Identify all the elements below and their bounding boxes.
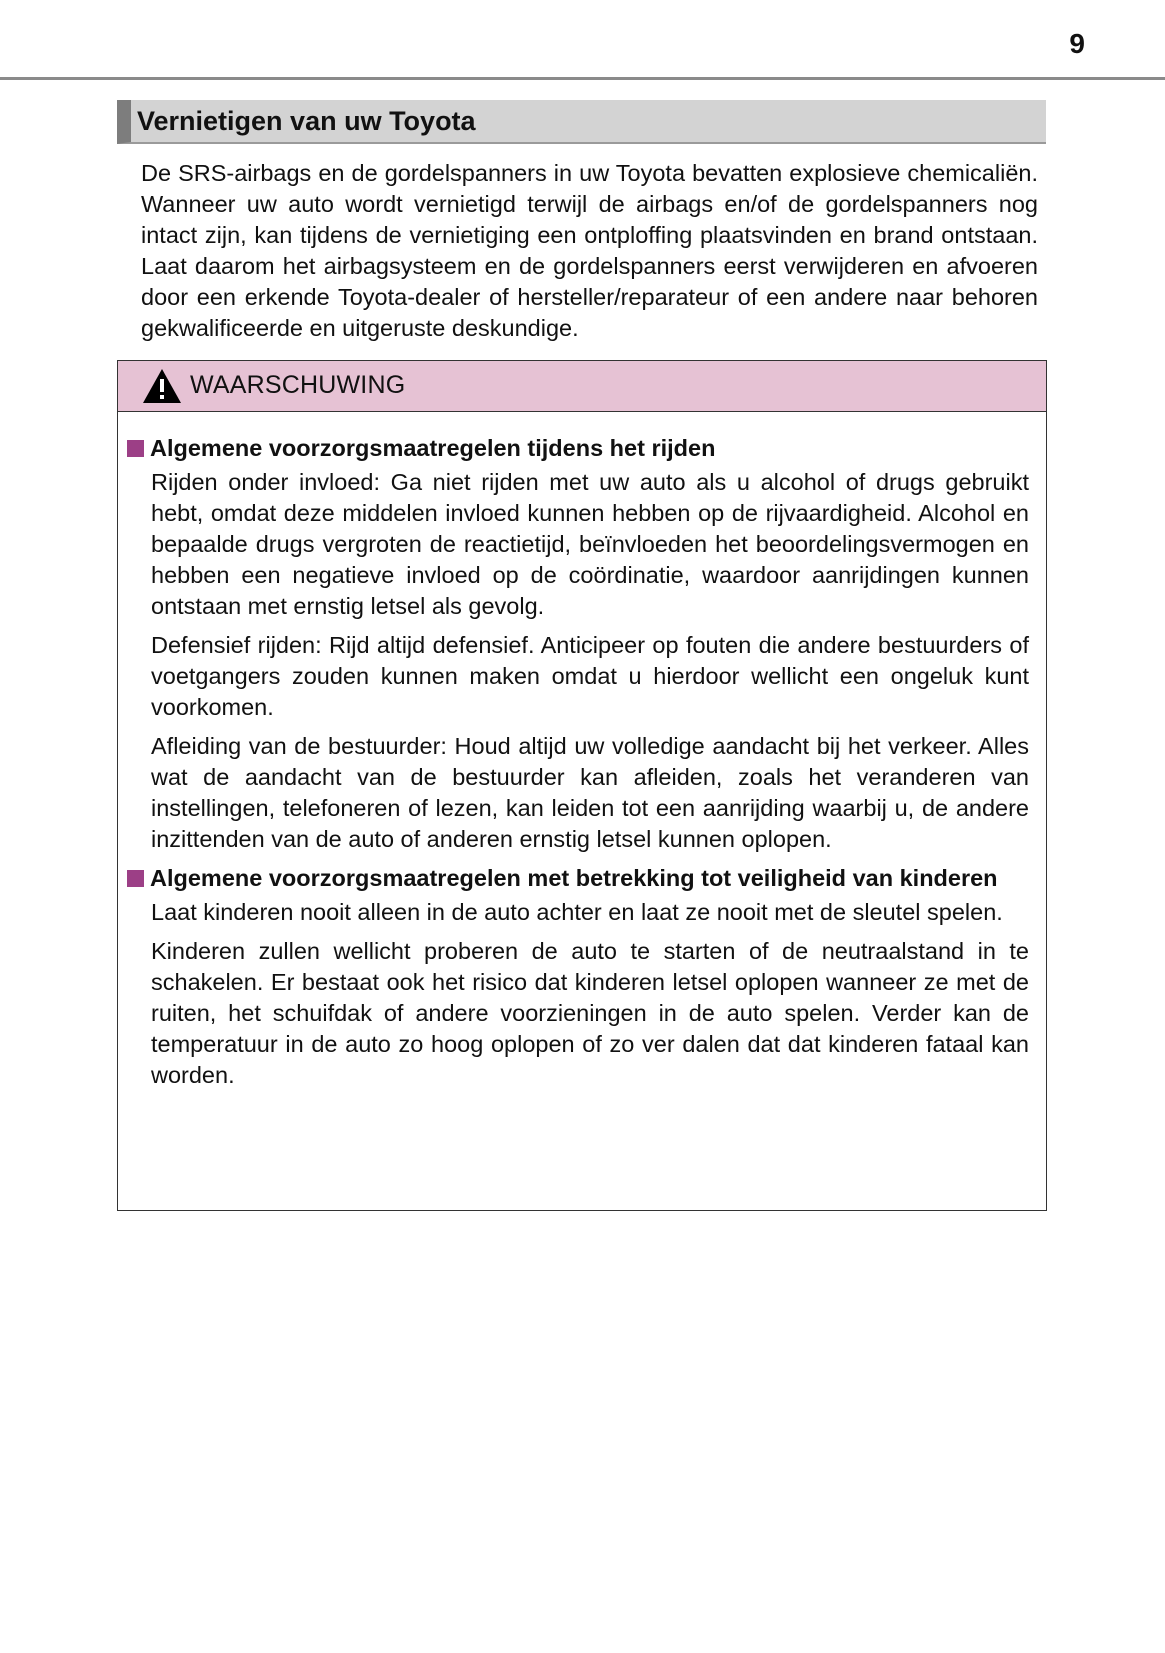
- warning-triangle-icon: [142, 368, 182, 404]
- warning-paragraph: Rijden onder invloed: Ga niet rijden met uw auto als u alcohol of drugs gebruikt hebt, omdat deze middelen invloed kunnen hebben op de rijvaardigheid. Alcohol en bepaalde drugs vergroten de reactietijd, beïnvloeden het beoordelingsvermogen en hebben een negatieve invloed op de coördinatie, waardoor aanrijdingen kunnen ontstaan met ernstig letsel als gevolg.: [151, 469, 1029, 619]
- subheading-text: Algemene voorzorgsmaatregelen tijdens het rijden: [150, 435, 716, 461]
- square-bullet-icon: [127, 440, 144, 457]
- warning-body: [125, 433, 1037, 1099]
- section-heading: [117, 100, 1046, 144]
- warning-subheading: [125, 863, 1037, 894]
- warning-box: [117, 360, 1047, 1211]
- warning-paragraph: Kinderen zullen wellicht proberen de auto te starten of de neutraalstand in te schakelen. Er bestaat ook het risico dat kinderen letsel oplopen wanneer ze met de ruiten, het schuifdak of andere voorzieningen in de auto spelen. Verder kan de temperatuur in de auto zo hoog oplopen of zo ver dalen dat dat kinderen fataal kan worden.: [151, 938, 1029, 1088]
- warning-header: [118, 361, 1046, 412]
- section-title: Vernietigen van uw Toyota: [137, 106, 476, 136]
- intro-paragraph: De SRS-airbags en de gordelspanners in uw Toyota bevatten explosieve chemicaliën. Wanneer uw auto wordt vernietigd terwijl de airbags en/of de gordelspanners nog intact zijn, kan tijdens de vernietiging een ontploffing plaatsvinden en brand ontstaan. Laat daarom het airbagsysteem en de gordelspanners eerst verwijderen en afvoeren door een erkende Toyota-dealer of hersteller/reparateur of een andere naar behoren gekwalificeerde en uitgeruste deskundige.: [141, 160, 1038, 341]
- warning-paragraph: Defensief rijden: Rijd altijd defensief. Anticipeer op fouten die andere bestuurders of voetgangers zouden kunnen maken omdat u hierdoor wellicht een ongeluk kunt voorkomen.: [151, 632, 1029, 720]
- warning-paragraph: Afleiding van de bestuurder: Houd altijd uw volledige aandacht bij het verkeer. Alles wat de aandacht van de bestuurder kan afleiden, zoals het veranderen van instellingen, telefoneren of lezen, kan leiden tot een aanrijding waarbij u, de andere inzittenden van de auto of anderen ernstig letsel kunnen oplopen.: [151, 733, 1029, 852]
- warning-label: WAARSCHUWING: [190, 371, 406, 399]
- header-rule: [0, 77, 1165, 80]
- square-bullet-icon: [127, 870, 144, 887]
- warning-paragraph: Laat kinderen nooit alleen in de auto achter en laat ze nooit met de sleutel spelen.: [151, 899, 1003, 925]
- subheading-text: Algemene voorzorgsmaatregelen met betrekking tot veiligheid van kinderen: [150, 865, 998, 891]
- warning-subheading: [125, 433, 1037, 464]
- page-number: 9: [1069, 28, 1085, 59]
